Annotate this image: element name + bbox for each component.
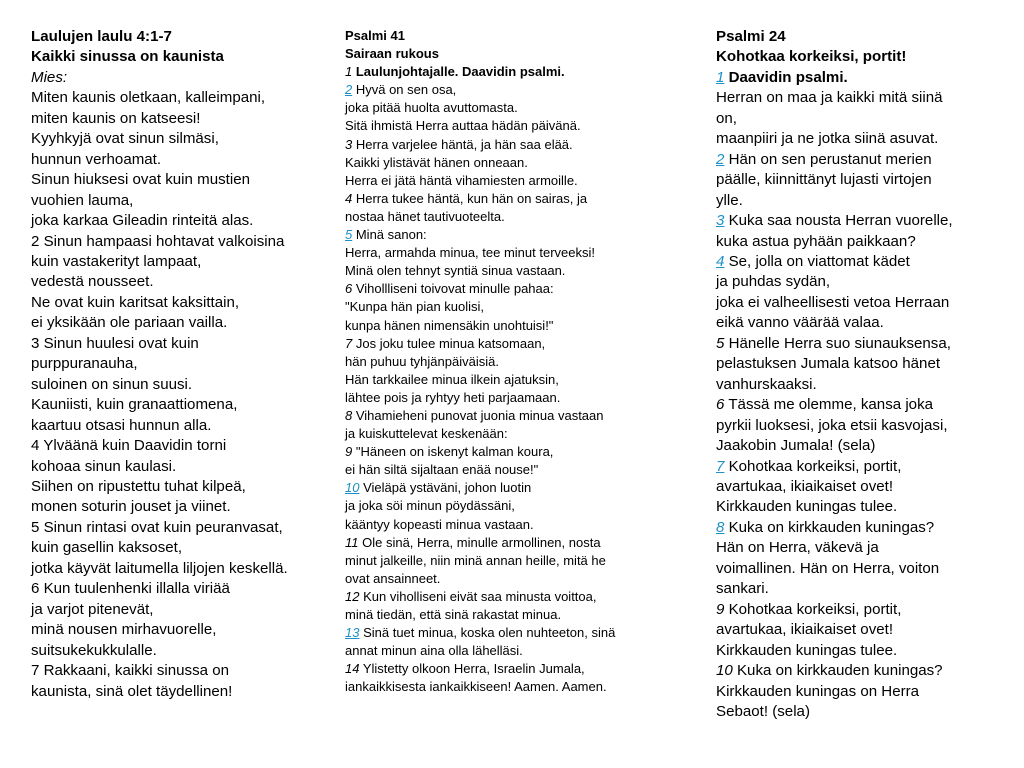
text-line — [345, 317, 675, 335]
line-text: ja kuiskuttelevat keskenään: — [345, 426, 508, 442]
text-line — [31, 272, 331, 292]
text-line — [345, 552, 675, 570]
text-line — [31, 620, 331, 640]
line-text: Kohotkaa korkeiksi, portit, — [724, 600, 902, 618]
text-line — [716, 334, 1006, 354]
text-line — [345, 136, 675, 154]
text-line — [716, 579, 1006, 599]
verse-number: 3 — [345, 136, 353, 152]
text-line — [31, 354, 331, 374]
line-text: Ne ovat kuin karitsat kaksittain, — [31, 293, 240, 311]
text-line — [716, 27, 1006, 47]
text-line — [345, 660, 675, 678]
text-line — [716, 600, 1006, 620]
verse-number: 1 — [345, 64, 353, 80]
text-line — [345, 479, 675, 497]
text-line — [345, 443, 675, 461]
line-text: Hyvä on sen osa, — [352, 82, 457, 98]
text-line — [345, 516, 675, 534]
verse-link[interactable]: 4 — [716, 252, 725, 270]
line-text: Kauniisti, kuin granaattiomena, — [31, 396, 238, 414]
line-text: kohoaa sinun kaulasi. — [31, 457, 177, 475]
line-text: Hän on Herra, väkevä ja — [716, 539, 879, 557]
text-line — [31, 150, 331, 170]
text-line — [31, 457, 331, 477]
line-text: iankaikkisesta iankaikkiseen! Aamen. Aamen. — [345, 679, 607, 695]
line-text: Hänelle Herra suo siunauksensa, — [724, 334, 951, 352]
text-line — [345, 425, 675, 443]
line-text: Psalmi 24 — [716, 28, 786, 45]
text-line — [31, 497, 331, 517]
line-text: 7 Rakkaani, kaikki sinussa on — [31, 662, 229, 680]
text-line — [716, 293, 1006, 313]
text-line — [31, 518, 331, 538]
text-line — [716, 559, 1006, 579]
text-line — [31, 47, 331, 67]
text-line — [345, 353, 675, 371]
line-text: kunpa hänen nimensäkin unohtuisi!" — [345, 317, 554, 333]
text-line — [716, 416, 1006, 436]
text-line — [31, 395, 331, 415]
line-text: kääntyy kopeasti minua vastaan. — [345, 516, 534, 532]
line-text: Sinä tuet minua, koska olen nuhteeton, sinä — [359, 625, 616, 641]
text-line — [345, 226, 675, 244]
text-line — [31, 211, 331, 231]
text-line — [716, 518, 1006, 538]
text-line — [716, 150, 1006, 170]
text-line — [31, 232, 331, 252]
text-line — [345, 298, 675, 316]
text-line — [716, 170, 1006, 190]
verse-number: 9 — [345, 444, 353, 460]
line-text: ei yksikään ole pariaan vailla. — [31, 314, 228, 332]
line-text: Ylistetty olkoon Herra, Israelin Jumala, — [359, 661, 585, 677]
text-line — [345, 335, 675, 353]
text-line — [345, 624, 675, 642]
text-line — [345, 63, 675, 81]
line-text: joka karkaa Gileadin rinteitä alas. — [31, 212, 254, 230]
line-text: Herran on maa ja kaikki mitä siinä — [716, 89, 943, 107]
text-line — [716, 497, 1006, 517]
text-line — [716, 682, 1006, 702]
line-text: joka ei valheellisesti vetoa Herraan — [716, 293, 950, 311]
text-line — [345, 407, 675, 425]
verse-link[interactable]: 8 — [716, 518, 725, 536]
line-text: Daavidin psalmi. — [724, 68, 848, 86]
line-text: Kirkkauden kuningas tulee. — [716, 498, 898, 516]
line-text: kuka astua pyhään paikkaan? — [716, 232, 916, 250]
line-text: kuin vastakerityt lampaat, — [31, 252, 202, 270]
text-line — [716, 272, 1006, 292]
verse-number: 9 — [716, 600, 725, 618]
text-line — [345, 117, 675, 135]
text-line — [31, 334, 331, 354]
text-line — [345, 678, 675, 696]
text-line — [716, 641, 1006, 661]
line-text: avartukaa, ikiaikaiset ovet! — [716, 477, 894, 495]
line-text: Vihamieheni punovat juonia minua vastaan — [352, 407, 604, 423]
line-text: Kuka on kirkkauden kuningas? — [732, 662, 943, 680]
line-text: Hän tarkkailee minua ilkein ajatuksin, — [345, 371, 559, 387]
text-line — [716, 211, 1006, 231]
line-text: nostaa hänet tautivuoteelta. — [345, 208, 505, 224]
line-text: Siihen on ripustettu tuhat kilpeä, — [31, 477, 246, 495]
line-text: Kohotkaa korkeiksi, portit! — [716, 48, 907, 66]
verse-number: 10 — [716, 662, 733, 680]
text-line — [716, 702, 1006, 722]
line-text: Kun viholliseni eivät saa minusta voittoa, — [359, 588, 597, 604]
text-line — [716, 436, 1006, 456]
line-text: Ole sinä, Herra, minulle armollinen, nosta — [358, 534, 601, 550]
line-text: Tässä me olemme, kansa joka — [724, 396, 934, 414]
line-text: ja varjot pitenevät, — [31, 600, 154, 618]
line-text: ylle. — [716, 191, 743, 209]
text-line — [31, 579, 331, 599]
line-text: pyrkii luoksesi, joka etsii kasvojasi, — [716, 416, 948, 434]
line-text: Herra tukee häntä, kun hän on sairas, ja — [352, 190, 588, 206]
line-text: minä nousen mirhavuorelle, — [31, 621, 217, 639]
line-text: Herra varjelee häntä, ja hän saa elää. — [352, 136, 573, 152]
verse-link[interactable]: 13 — [345, 625, 360, 641]
verse-number: 12 — [345, 588, 360, 604]
text-line — [716, 477, 1006, 497]
verse-number: 4 — [345, 190, 353, 206]
verse-link[interactable]: 7 — [716, 457, 725, 475]
line-text: Minä olen tehnyt syntiä sinua vastaan. — [345, 263, 566, 279]
text-line — [345, 570, 675, 588]
verse-link[interactable]: 2 — [345, 82, 353, 98]
text-line — [345, 606, 675, 624]
line-text: kuin gasellin kaksoset, — [31, 539, 183, 557]
text-line — [31, 313, 331, 333]
line-text: 2 Sinun hampaasi hohtavat valkoisina — [31, 232, 285, 250]
text-line — [716, 109, 1006, 129]
text-line — [716, 620, 1006, 640]
line-text: hän puhuu tyhjänpäiväisiä. — [345, 353, 499, 369]
line-text: joka pitää huolta avuttomasta. — [345, 100, 518, 116]
line-text: Miten kaunis oletkaan, kalleimpani, — [31, 89, 266, 107]
line-text: Minä sanon: — [352, 227, 427, 243]
line-text: vanhurskaaksi. — [716, 375, 817, 393]
line-text: avartukaa, ikiaikaiset ovet! — [716, 621, 894, 639]
line-text: maanpiiri ja ne jotka siinä asuvat. — [716, 130, 939, 148]
text-line — [31, 538, 331, 558]
text-line — [716, 232, 1006, 252]
verse-number: 6 — [716, 396, 725, 414]
column-psalm-41 — [345, 27, 675, 696]
line-text: ja joka söi minun pöydässäni, — [345, 498, 515, 514]
line-text: purppuranauha, — [31, 355, 138, 373]
line-text: Laulujen laulu 4:1-7 — [31, 28, 172, 45]
line-text: sankari. — [716, 580, 769, 598]
line-text: Mies: — [31, 68, 68, 86]
column-psalm-24 — [716, 27, 1006, 722]
line-text: 5 Sinun rintasi ovat kuin peuranvasat, — [31, 518, 283, 536]
line-text: Laulunjohtajalle. Daavidin psalmi. — [352, 64, 565, 80]
text-line — [345, 172, 675, 190]
line-text: Sairaan rukous — [345, 46, 439, 62]
text-line — [716, 661, 1006, 681]
line-text: lähtee pois ja ryhtyy heti parjaamaan. — [345, 389, 561, 405]
text-line — [716, 375, 1006, 395]
text-line — [31, 600, 331, 620]
line-text: hunnun verhoamat. — [31, 150, 162, 168]
line-text: päälle, kiinnittänyt lujasti virtojen — [716, 171, 932, 189]
line-text: Vieläpä ystäväni, johon luotin — [359, 480, 532, 496]
line-text: kaartuu otsasi hunnun alla. — [31, 416, 212, 434]
line-text: suloinen on sinun suusi. — [31, 375, 193, 393]
line-text: Kuka on kirkkauden kuningas? — [724, 518, 935, 536]
verse-number: 8 — [345, 407, 353, 423]
text-line — [716, 313, 1006, 333]
line-text: Kohotkaa korkeiksi, portit, — [724, 457, 902, 475]
line-text: Herra ei jätä häntä vihamiesten armoille. — [345, 172, 578, 188]
line-text: Vihollliseni toivovat minulle pahaa: — [352, 281, 554, 297]
line-text: suitsukekukkulalle. — [31, 641, 157, 659]
line-text: 4 Ylväänä kuin Daavidin torni — [31, 437, 227, 455]
line-text: Herra, armahda minua, tee minut terveeksi! — [345, 245, 595, 261]
text-line — [345, 497, 675, 515]
line-text: "Häneen on iskenyt kalman koura, — [352, 444, 554, 460]
line-text: 6 Kun tuulenhenki illalla viriää — [31, 580, 230, 598]
line-text: ovat ansainneet. — [345, 570, 441, 586]
line-text: Kuka saa nousta Herran vuorelle, — [724, 212, 953, 230]
text-line — [716, 88, 1006, 108]
text-line — [31, 27, 331, 47]
verse-number: 6 — [345, 281, 353, 297]
line-text: 3 Sinun huulesi ovat kuin — [31, 334, 199, 352]
text-line — [345, 280, 675, 298]
verse-link[interactable]: 5 — [345, 227, 353, 243]
verse-number: 11 — [345, 534, 359, 550]
line-text: vedestä nousseet. — [31, 273, 154, 291]
line-text: Jaakobin Jumala! (sela) — [716, 437, 876, 455]
text-line — [31, 68, 331, 88]
text-line — [716, 354, 1006, 374]
text-line — [716, 191, 1006, 211]
text-line — [31, 641, 331, 661]
text-line — [716, 538, 1006, 558]
line-text: monen soturin jouset ja viinet. — [31, 498, 231, 516]
line-text: vuohien lauma, — [31, 191, 134, 209]
line-text: kaunista, sinä olet täydellinen! — [31, 682, 233, 700]
text-line — [345, 461, 675, 479]
verse-link[interactable]: 1 — [716, 68, 725, 86]
verse-link[interactable]: 3 — [716, 212, 725, 230]
text-line — [345, 45, 675, 63]
text-line — [716, 68, 1006, 88]
line-text: on, — [716, 109, 737, 127]
text-line — [716, 129, 1006, 149]
text-line — [31, 170, 331, 190]
line-text: Se, jolla on viattomat kädet — [724, 252, 910, 270]
line-text: Sinun hiuksesi ovat kuin mustien — [31, 171, 250, 189]
line-text: Hän on sen perustanut merien — [724, 150, 932, 168]
text-line — [345, 208, 675, 226]
verse-number: 5 — [716, 334, 725, 352]
text-line — [31, 191, 331, 211]
line-text: annat minun aina olla lähelläsi. — [345, 643, 523, 659]
line-text: Kaikki sinussa on kaunista — [31, 48, 224, 66]
line-text: Psalmi 41 — [345, 28, 405, 43]
text-line — [345, 27, 675, 45]
line-text: Sitä ihmistä Herra auttaa hädän päivänä. — [345, 118, 581, 134]
text-line — [345, 81, 675, 99]
text-line — [345, 389, 675, 407]
line-text: Kirkkauden kuningas on Herra — [716, 682, 920, 700]
text-line — [31, 129, 331, 149]
line-text: ja puhdas sydän, — [716, 273, 831, 291]
line-text: Kaikki ylistävät hänen onneaan. — [345, 154, 528, 170]
line-text: pelastuksen Jumala katsoo hänet — [716, 355, 941, 373]
text-line — [31, 559, 331, 579]
text-line — [345, 99, 675, 117]
text-line — [31, 109, 331, 129]
line-text: Kirkkauden kuningas tulee. — [716, 641, 898, 659]
line-text: jotka käyvät laitumella liljojen keskellä. — [31, 559, 288, 577]
text-line — [345, 588, 675, 606]
line-text: eikä vanno väärää valaa. — [716, 314, 884, 332]
line-text: miten kaunis on katseesi! — [31, 109, 201, 127]
line-text: "Kunpa hän pian kuolisi, — [345, 299, 485, 315]
text-line — [345, 371, 675, 389]
text-line — [345, 244, 675, 262]
text-line — [31, 252, 331, 272]
verse-number: 7 — [345, 335, 353, 351]
text-line — [31, 416, 331, 436]
verse-link[interactable]: 10 — [345, 480, 360, 496]
text-line — [716, 395, 1006, 415]
line-text: voimallinen. Hän on Herra, voiton — [716, 559, 940, 577]
verse-link[interactable]: 2 — [716, 150, 725, 168]
text-line — [31, 88, 331, 108]
line-text: Jos joku tulee minua katsomaan, — [352, 335, 546, 351]
line-text: minä tiedän, että sinä rakastat minua. — [345, 607, 562, 622]
text-line — [345, 642, 675, 660]
text-line — [31, 477, 331, 497]
text-line — [345, 262, 675, 280]
column-song-of-songs — [31, 27, 331, 702]
text-line — [31, 661, 331, 681]
text-line — [345, 190, 675, 208]
line-text: Sebaot! (sela) — [716, 702, 810, 720]
text-line — [345, 534, 675, 552]
text-line — [345, 154, 675, 172]
text-line — [716, 252, 1006, 272]
text-line — [31, 682, 331, 702]
text-line — [716, 457, 1006, 477]
text-line — [31, 293, 331, 313]
line-text: ei hän siltä sijaltaan enää nouse!" — [345, 462, 539, 478]
text-line — [31, 436, 331, 456]
line-text: minut jalkeille, niin minä annan heille, mitä he — [345, 552, 606, 568]
text-line — [716, 47, 1006, 67]
line-text: Kyyhkyjä ovat sinun silmäsi, — [31, 130, 219, 148]
text-line — [31, 375, 331, 395]
verse-number: 14 — [345, 661, 360, 677]
